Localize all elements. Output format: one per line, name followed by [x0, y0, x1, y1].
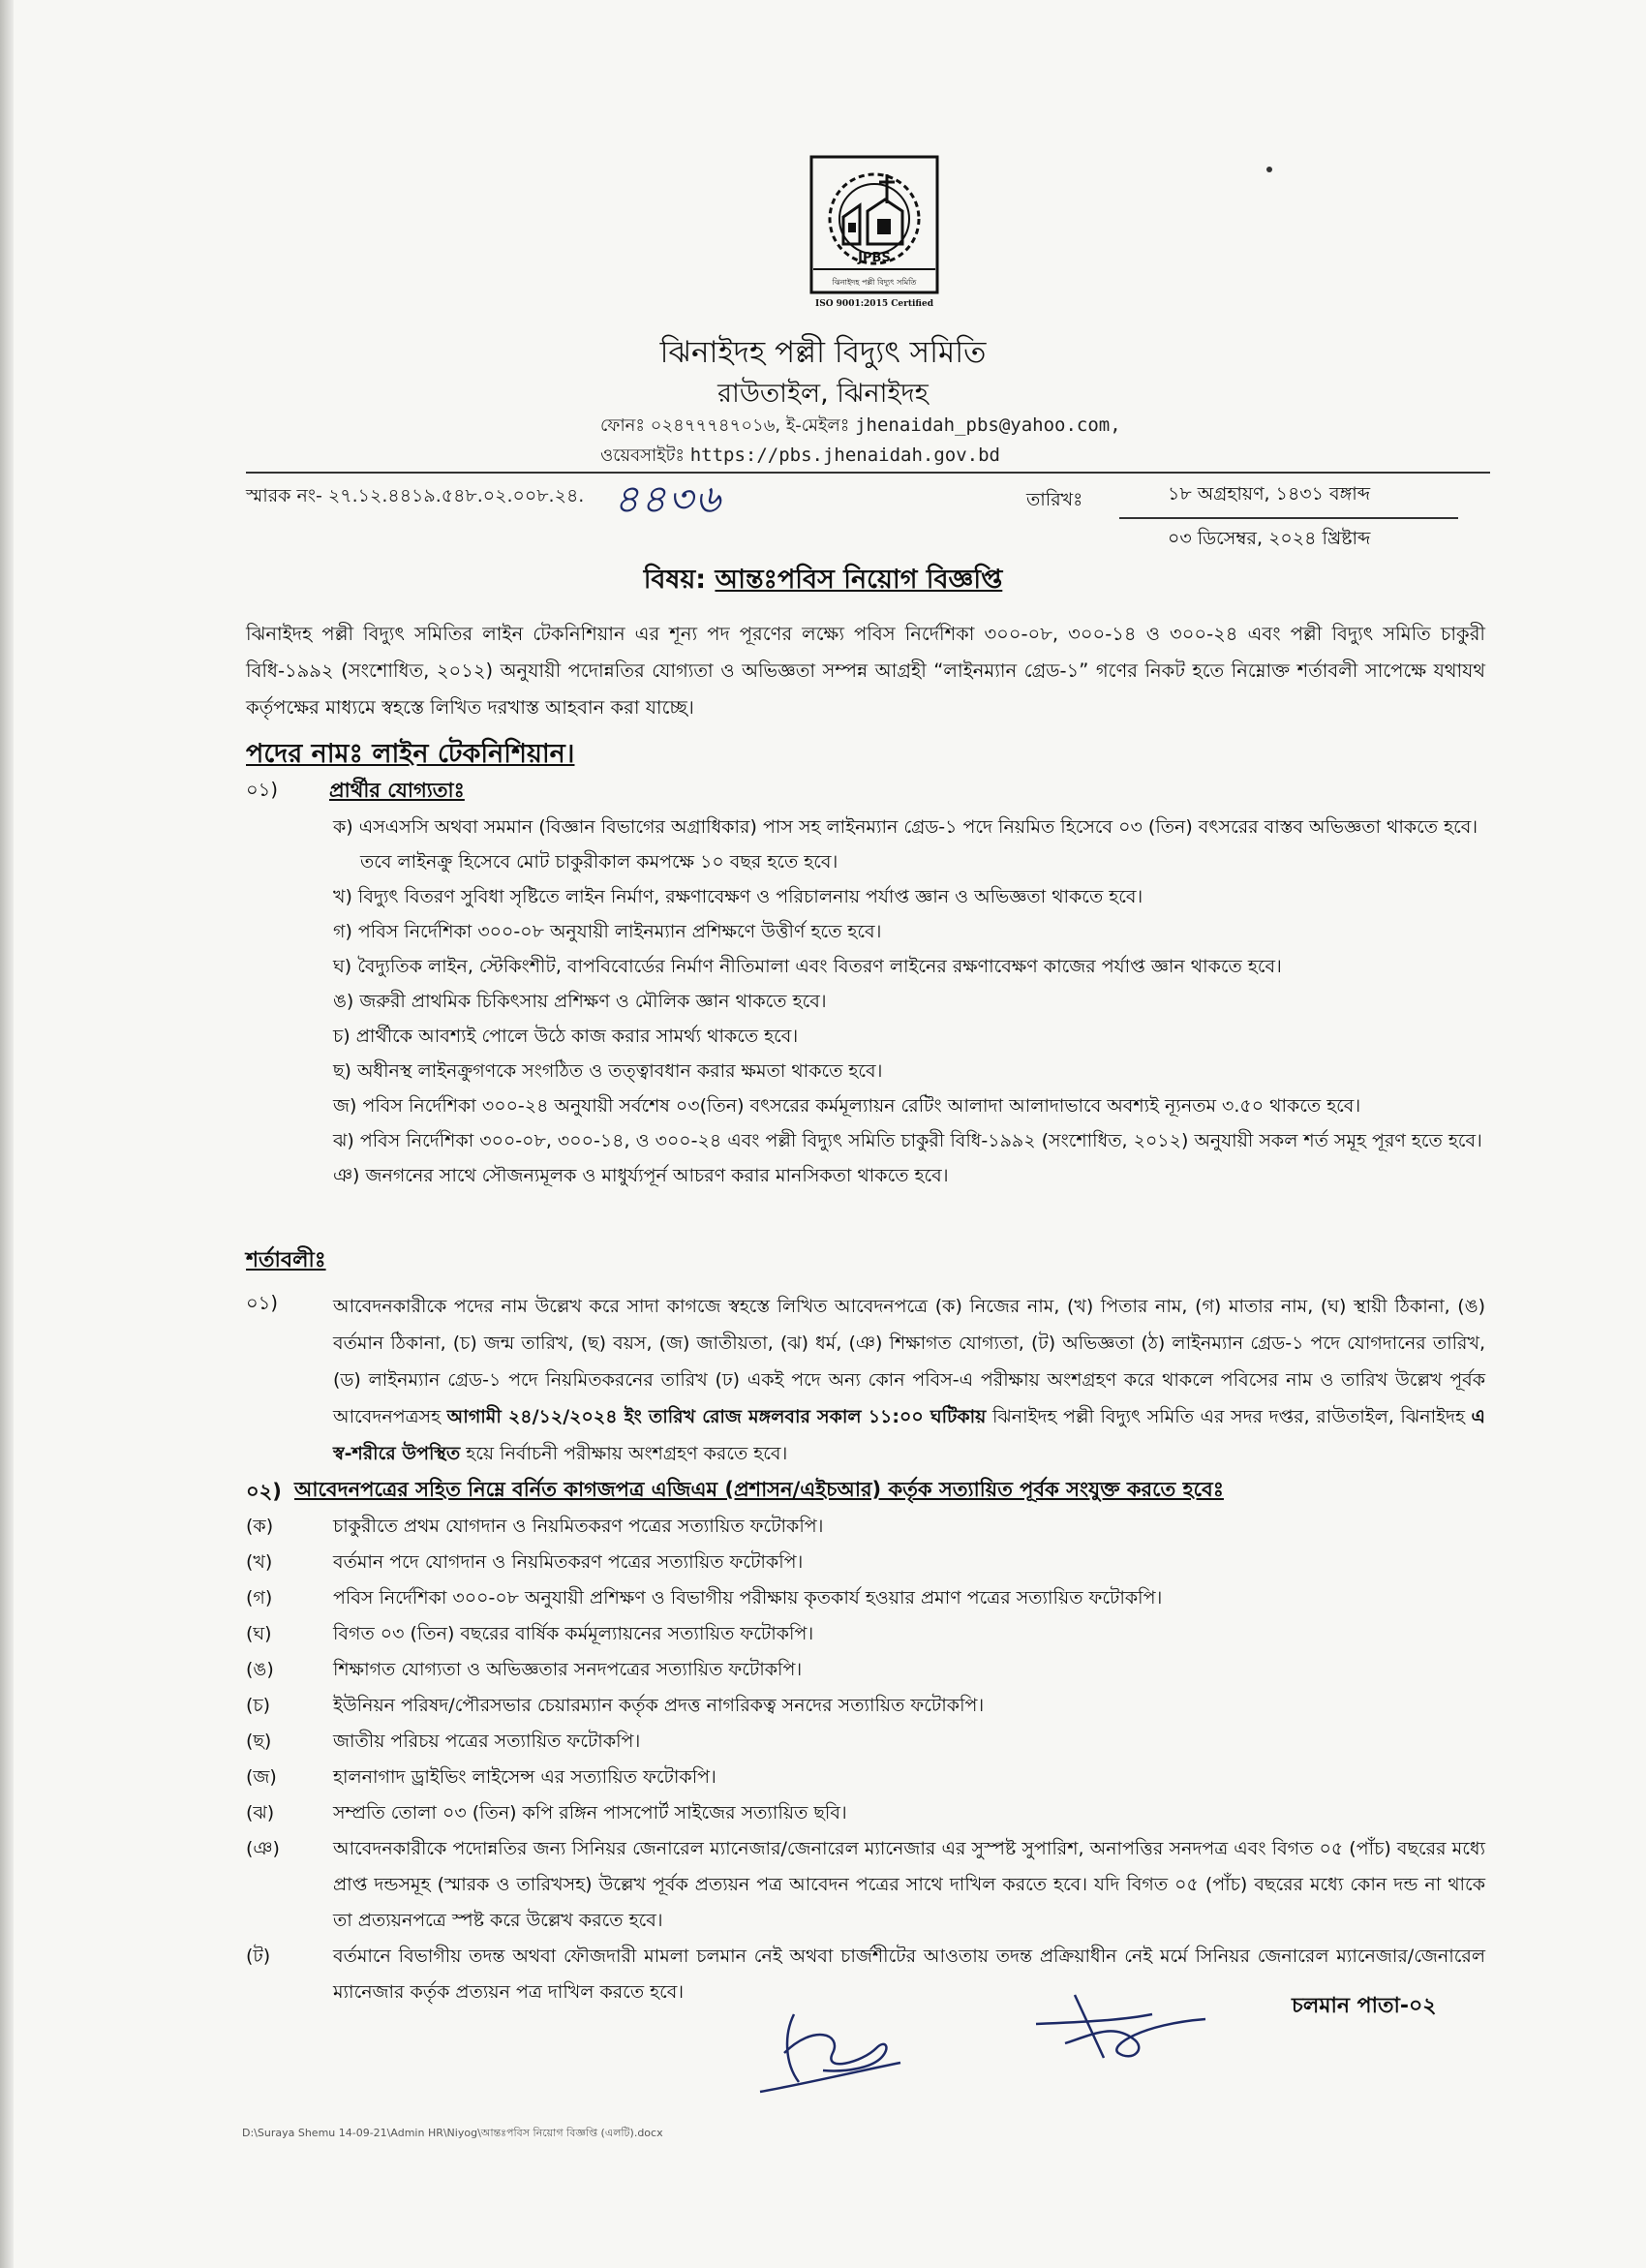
contact-line-phone-email	[600, 411, 1121, 441]
list-item-key: (ট)	[246, 1946, 271, 1967]
logo-caption: ঝিনাইদহ পল্লী বিদ্যুৎ সমিতি	[832, 278, 917, 287]
continued-page-note: চলমান পাতা-০২	[1292, 1994, 1437, 2018]
list-item-text: চাকুরীতে প্রথম যোগদান ও নিয়মিতকরণ পত্রের সত্যায়িত ফটোকপি।	[333, 1516, 824, 1537]
condition-1-number: ০১)	[246, 1292, 278, 1314]
attendance-emphasis: এ স্ব-শরীরে উপস্থিত	[333, 1406, 1485, 1464]
list-item: ঙ) জরুরী প্রাথমিক চিকিৎসায় প্রশিক্ষণ ও মৌলিক জ্ঞান থাকতে হবে।	[333, 991, 827, 1012]
contact-line-website	[600, 441, 1121, 471]
list-item-key: (ছ)	[246, 1731, 272, 1752]
qualification-number: ০১)	[246, 779, 278, 801]
contact-block	[600, 411, 1121, 471]
list-item-text: বর্তমানে বিভাগীয় তদন্ত অথবা ফৌজদারী মামলা চলমান নেই অথবা চার্জশীটের আওতায় তদন্ত প্রক্রিয়াধীন নেই মর্মে সিনিয়র জেনারেল ম্যানেজার/জেনারেল ম্যানেজার কর্তৃক প্রত্যয়ন পত্র দাখিল করতে হবে।	[333, 1946, 1485, 2003]
list-item-text: জাতীয় পরিচয় পত্রের সত্যায়িত ফটোকপি।	[333, 1731, 641, 1752]
file-path-footer: D:\Suraya Shemu 14-09-21\Admin HR\Niyog\আন্তঃপবিস নিয়োগ বিজ্ঞপ্তি (এলটি).docx	[242, 2127, 663, 2139]
list-item-key: (গ)	[246, 1587, 273, 1609]
signature-2	[1026, 1985, 1210, 2072]
list-item	[246, 1580, 1485, 1616]
organization-name: ঝিনাইদহ পল্লী বিদ্যুৎ সমিতি	[659, 335, 987, 370]
list-item-text: হালনাগাদ ড্রাইভিং লাইসেন্স এর সত্যায়িত ফটোকপি।	[333, 1766, 716, 1788]
exam-date-emphasis: আগামী ২৪/১২/২০২৪ ইং তারিখ রোজ মঙ্গলবার সকাল ১১:০০ ঘটিকায়	[446, 1406, 987, 1427]
list-item-key: (খ)	[246, 1551, 273, 1573]
date-english: ০৩ ডিসেম্বর, ২০২৪ খ্রিষ্টাব্দ	[1168, 528, 1371, 549]
subject-label: বিষয়:	[643, 565, 716, 595]
condition-1-text-c: হয়ে নির্বাচনী পরীক্ষায় অংশগ্রহণ করতে হবে।	[460, 1443, 788, 1464]
list-item-text: বর্তমান পদে যোগদান ও নিয়মিতকরণ পত্রের সত্যায়িত ফটোকপি।	[333, 1551, 804, 1573]
list-item: ঘ) বৈদ্যুতিক লাইন, স্টেকিংশীট, বাপবিবোর্ডের নির্মাণ নীতিমালা এবং বিতরণ লাইনের রক্ষণাবেক্ষণ কাজের পর্যাপ্ত জ্ঞান থাকতে হবে।	[333, 956, 1282, 977]
list-item	[246, 1652, 1485, 1688]
conditions-heading: শর্তাবলীঃ	[246, 1248, 326, 1272]
list-item-key: (ঘ)	[246, 1623, 272, 1644]
date-label: তারিখঃ	[1026, 489, 1083, 510]
condition-1-text-b: ঝিনাইদহ পল্লী বিদ্যুৎ সমিতি এর সদর দপ্তর, রাউতাইল, ঝিনাইদহ	[986, 1406, 1472, 1427]
email-address: jhenaidah_pbs@yahoo.com,	[855, 414, 1121, 436]
list-item-text: ইউনিয়ন পরিষদ/পৌরসভার চেয়ারম্যান কর্তৃক প্রদত্ত নাগরিকত্ব সনদের সত্যায়িত ফটোকপি।	[333, 1695, 985, 1716]
scan-speck	[1266, 167, 1272, 172]
memo-handwritten-number: ৪৪৩৬	[614, 477, 722, 522]
list-item-text: পবিস নির্দেশিকা ৩০০-০৮ অনুযায়ী প্রশিক্ষণ ও বিভাগীয় পরীক্ষায় কৃতকার্য হওয়ার প্রমাণ পত্রের সত্যায়িত ফটোকপি।	[333, 1587, 1163, 1609]
organization-address: রাউতাইল, ঝিনাইদহ	[717, 379, 929, 409]
list-item-text: শিক্ষাগত যোগ্যতা ও অভিজ্ঞতার সনদপত্রের সত্যায়িত ফটোকপি।	[333, 1659, 803, 1680]
header-divider	[246, 472, 1490, 474]
condition-1-paragraph	[333, 1288, 1485, 1472]
condition-2-heading: আবেদনপত্রের সহিত নিম্নে বর্নিত কাগজপত্র এজিএম (প্রশাসন/এইচআর) কর্তৃক সত্যায়িত পূর্বক সংযুক্ত করতে হবেঃ	[294, 1478, 1224, 1501]
date-bangla: ১৮ অগ্রহায়ণ, ১৪৩১ বঙ্গাব্দ	[1119, 475, 1458, 519]
memo-number: স্মারক নং- ২৭.১২.৪৪১৯.৫৪৮.০২.০০৮.২৪.	[246, 485, 585, 506]
website-url: https://pbs.jhenaidah.gov.bd	[689, 444, 1000, 466]
condition-1-text-a: আবেদনকারীকে পদের নাম উল্লেখ করে সাদা কাগজে স্বহস্তে লিখিত আবেদনপত্রে (ক) নিজের নাম, (খ) পিতার নাম, (গ) মাতার নাম, (ঘ) স্থায়ী ঠিকানা, (ঙ) বর্তমান ঠিকানা, (চ) জন্ম তারিখ, (ছ) বয়স, (জ) জাতীয়তা, (ঝ) ধর্ম, (ঞ) শিক্ষাগত যোগ্যতা, (ট) অভিজ্ঞতা (ঠ) লাইনম্যান গ্রেড-১ পদে যোগদানের তারিখ, (ড) লাইনম্যান গ্রেড-১ পদে নিয়মিতকরনের তারিখ (ঢ) একই পদে অন্য কোন পবিস-এ পরীক্ষায় অংশগ্রহণ করে থাকলে পবিসের নাম ও তারিখ উল্লেখ পূর্বক আবেদনপত্রসহ	[333, 1296, 1485, 1427]
list-item	[246, 1509, 1485, 1545]
list-item	[246, 1795, 1485, 1831]
list-item	[246, 1724, 1485, 1760]
list-item	[246, 1760, 1485, 1795]
jpbs-logo-icon	[809, 155, 939, 312]
list-item-key: (ক)	[246, 1516, 274, 1537]
iso-certification: ISO 9001:2015 Certified	[814, 299, 934, 309]
list-item	[246, 1831, 1485, 1939]
qualification-heading: প্রার্থীর যোগ্যতাঃ	[329, 779, 465, 802]
list-item-key: (ঝ)	[246, 1802, 275, 1824]
signature-1	[755, 1995, 920, 2101]
list-item	[246, 1545, 1485, 1580]
subject-line	[0, 560, 1646, 603]
post-title: পদের নামঃ লাইন টেকনিশিয়ান।	[246, 739, 575, 769]
list-item	[246, 1616, 1485, 1652]
list-item-key: (ঞ)	[246, 1838, 280, 1859]
intro-paragraph: ঝিনাইদহ পল্লী বিদ্যুৎ সমিতির লাইন টেকনিশিয়ান এর শূন্য পদ পূরণের লক্ষ্যে পবিস নির্দেশিকা ৩০০-০৮, ৩০০-১৪ ও ৩০০-২৪ এবং পল্লী বিদ্যুৎ সমিতি চাকুরী বিধি-১৯৯২ (সংশোধিত, ২০১২) অনুযায়ী পদোন্নতির যোগ্যতা ও অভিজ্ঞতা সম্পন্ন আগ্রহী “লাইনম্যান গ্রেড-১” গণের নিকট হতে নিম্নোক্ত শর্তাবলী সাপেক্ষে যথাযথ কর্তৃপক্ষের মাধ্যমে স্বহস্তে লিখিত দরখাস্ত আহবান করা যাচ্ছে।	[246, 623, 1485, 719]
website-label: ওয়েবসাইটঃ	[600, 445, 690, 466]
list-item	[246, 1688, 1485, 1724]
list-item: খ) বিদ্যুৎ বিতরণ সুবিধা সৃষ্টিতে লাইন নির্মাণ, রক্ষণাবেক্ষণ ও পরিচালনায় পর্যাপ্ত জ্ঞান ও অভিজ্ঞতা থাকতে হবে।	[333, 886, 1143, 907]
condition-2-number: ০২)	[246, 1480, 282, 1503]
list-item: ঝ) পবিস নির্দেশিকা ৩০০-০৮, ৩০০-১৪, ও ৩০০-২৪ এবং পল্লী বিদ্যুৎ সমিতি চাকুরী বিধি-১৯৯২ (সংশোধিত, ২০১২) অনুযায়ী সকল শর্ত সমূহ পূরণ হতে হবে।	[333, 1130, 1482, 1151]
list-item-key: (ঙ)	[246, 1659, 274, 1680]
list-item-text: সম্প্রতি তোলা ০৩ (তিন) কপি রঙ্গিন পাসপোর্ট সাইজের সত্যায়িত ছবি।	[333, 1802, 847, 1824]
list-item: গ) পবিস নির্দেশিকা ৩০০-০৮ অনুযায়ী লাইনম্যান প্রশিক্ষণে উত্তীর্ণ হতে হবে।	[333, 921, 882, 942]
date-box	[1119, 475, 1458, 562]
list-item: চ) প্রার্থীকে আবশ্যই পোলে উঠে কাজ করার সামর্থ্য থাকতে হবে।	[333, 1026, 799, 1047]
subject-text: আন্তঃপবিস নিয়োগ বিজ্ঞপ্তি	[715, 565, 1003, 595]
list-item: ক) এসএসসি অথবা সমমান (বিজ্ঞান বিভাগের অগ্রাধিকার) পাস সহ লাইনম্যান গ্রেড-১ পদে নিয়মিত হিসেবে ০৩ (তিন) বৎসরের বাস্তব অভিজ্ঞতা থাকতে হবে। তবে লাইনক্রু হিসেবে মোট চাকুরীকাল কমপক্ষে ১০ বছর হতে হবে।	[333, 816, 1478, 873]
qualification-list	[333, 810, 1485, 1193]
list-item: জ) পবিস নির্দেশিকা ৩০০-২৪ অনুযায়ী সর্বশেষ ০৩(তিন) বৎসরের কর্মমূল্যায়ন রেটিং আলাদা আলাদাভাবে অবশ্যই ন্যূনতম ৩.৫০ থাকতে হবে।	[333, 1095, 1361, 1117]
phone-label: ফোনঃ ০২৪৭৭৭৪৭০১৬, ই-মেইলঃ	[600, 415, 856, 436]
list-item-key: (চ)	[246, 1695, 271, 1716]
list-item-key: (জ)	[246, 1766, 277, 1788]
logo-text: JPBS	[858, 251, 891, 265]
required-documents-list	[246, 1509, 1485, 2010]
list-item-text: বিগত ০৩ (তিন) বছরের বার্ষিক কর্মমূল্যায়নের সত্যায়িত ফটোকপি।	[333, 1623, 814, 1644]
list-item: ছ) অধীনস্থ লাইনক্রুগণকে সংগঠিত ও তত্ত্বাবধান করার ক্ষমতা থাকতে হবে।	[333, 1060, 883, 1082]
list-item: ঞ) জনগনের সাথে সৌজন্যমূলক ও মাধুর্য্যপূর্ন আচরণ করার মানসিকতা থাকতে হবে।	[333, 1165, 949, 1186]
list-item-text: আবেদনকারীকে পদোন্নতির জন্য সিনিয়র জেনারেল ম্যানেজার/জেনারেল ম্যানেজার এর সুস্পষ্ট সুপারিশ, অনাপত্তির সনদপত্র এবং বিগত ০৫ (পাঁচ) বছরের মধ্যে প্রাপ্ত দন্ডসমূহ (স্মারক ও তারিখসহ) উল্লেখ পূর্বক প্রত্যয়ন পত্র আবেদন পত্রের সাথে দাখিল করতে হবে। যদি বিগত ০৫ (পাঁচ) বছরের মধ্যে কোন দন্ড না থাকে তা প্রত্যয়নপত্রে স্পষ্ট করে উল্লেখ করতে হবে।	[333, 1838, 1485, 1931]
